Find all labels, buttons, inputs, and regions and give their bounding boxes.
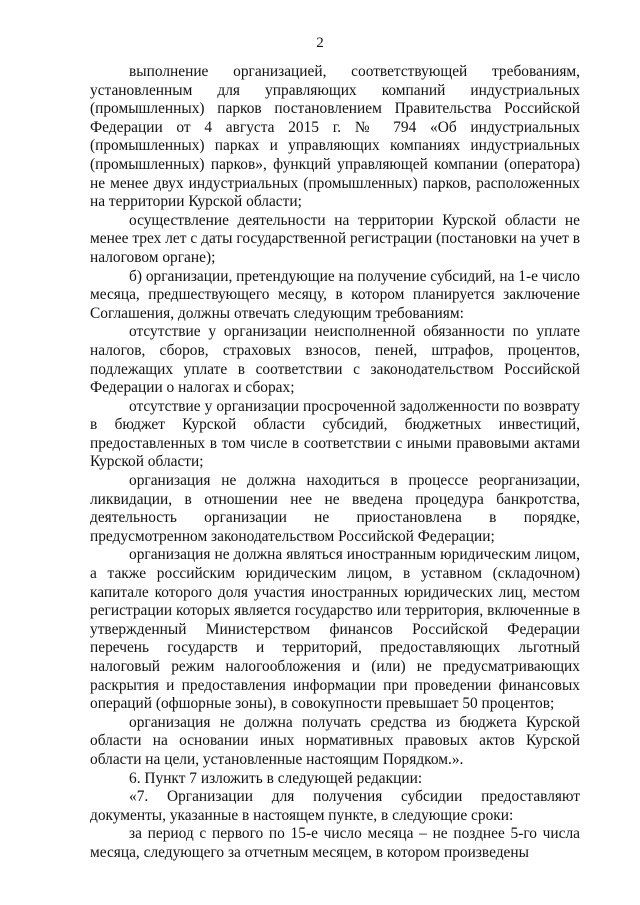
paragraph: отсутствие у организации неисполненной обязанности по уплате налогов, сборов, страховых взносов, пеней, штрафов, процентов, подлежащих уплате в соответствии с законодательством Российской Федерации о налогах и сборах; xyxy=(90,323,580,397)
paragraph: «7. Организации для получения субсидии предоставляют документы, указанные в настоящем пункте, в следующие сроки: xyxy=(90,788,580,824)
paragraph: выполнение организацией, соответствующей требованиям, установленным для управляющих компаний индустриальных (промышленных) парков постановлением Правительства Российской Федерации от 4 августа 2015 г. № 794 «Об индустриальных (промышленных) парках и управляющих компаниях индустриальных (промышленных) парков», функций управляющей компании (оператора) не менее двух индустриальных (промышленных) парков, расположенных на территории Курской области; xyxy=(90,63,580,211)
paragraph: организация не должна находиться в процессе реорганизации, ликвидации, в отношении нее не введена процедура банкротства, деятельность организации не приостановлена в порядке, предусмотренном законодательством Российской Федерации; xyxy=(90,472,580,545)
paragraph: отсутствие у организации просроченной задолженности по возврату в бюджет Курской области субсидий, бюджетных инвестиций, предоставленных в том числе в соответствии с иными правовыми актами Курской области; xyxy=(90,397,580,471)
page-number: 2 xyxy=(316,35,324,51)
paragraph: б) организации, претендующие на получение субсидий, на 1-е число месяца, предшествующего месяцу, в котором планируется заключение Соглашения, должны отвечать следующим требованиям: xyxy=(90,267,580,322)
paragraph: организация не должна получать средства из бюджета Курской области на основании иных нормативных правовых актов Курской области на цели, установленные настоящим Порядком.». xyxy=(90,713,580,768)
paragraph: 6. Пункт 7 изложить в следующей редакции: xyxy=(129,769,423,787)
paragraph: за период с первого по 15-е число месяца – не позднее 5-го числа месяца, следующего за отчетным месяцем, в котором произведены xyxy=(90,825,580,861)
document-body xyxy=(90,63,580,863)
paragraph: организация не должна являться иностранным юридическим лицом, а также российским юридическим лицом, в уставном (складочном) капитале которого доля участия иностранных юридических лиц, местом регистрации которых является государство или территория, включенные в утвержденный Министерством финансов Российской Федерации перечень государств и территорий, предоставляющих льготный налоговый режим налогообложения и (или) не предусматривающих раскрытия и предоставления информации при проведении финансовых операций (офшорные зоны), в совокупности превышает 50 процентов; xyxy=(90,546,580,713)
paragraph: осуществление деятельности на территории Курской области не менее трех лет с даты государственной регистрации (постановки на учет в налоговом органе); xyxy=(90,211,580,266)
